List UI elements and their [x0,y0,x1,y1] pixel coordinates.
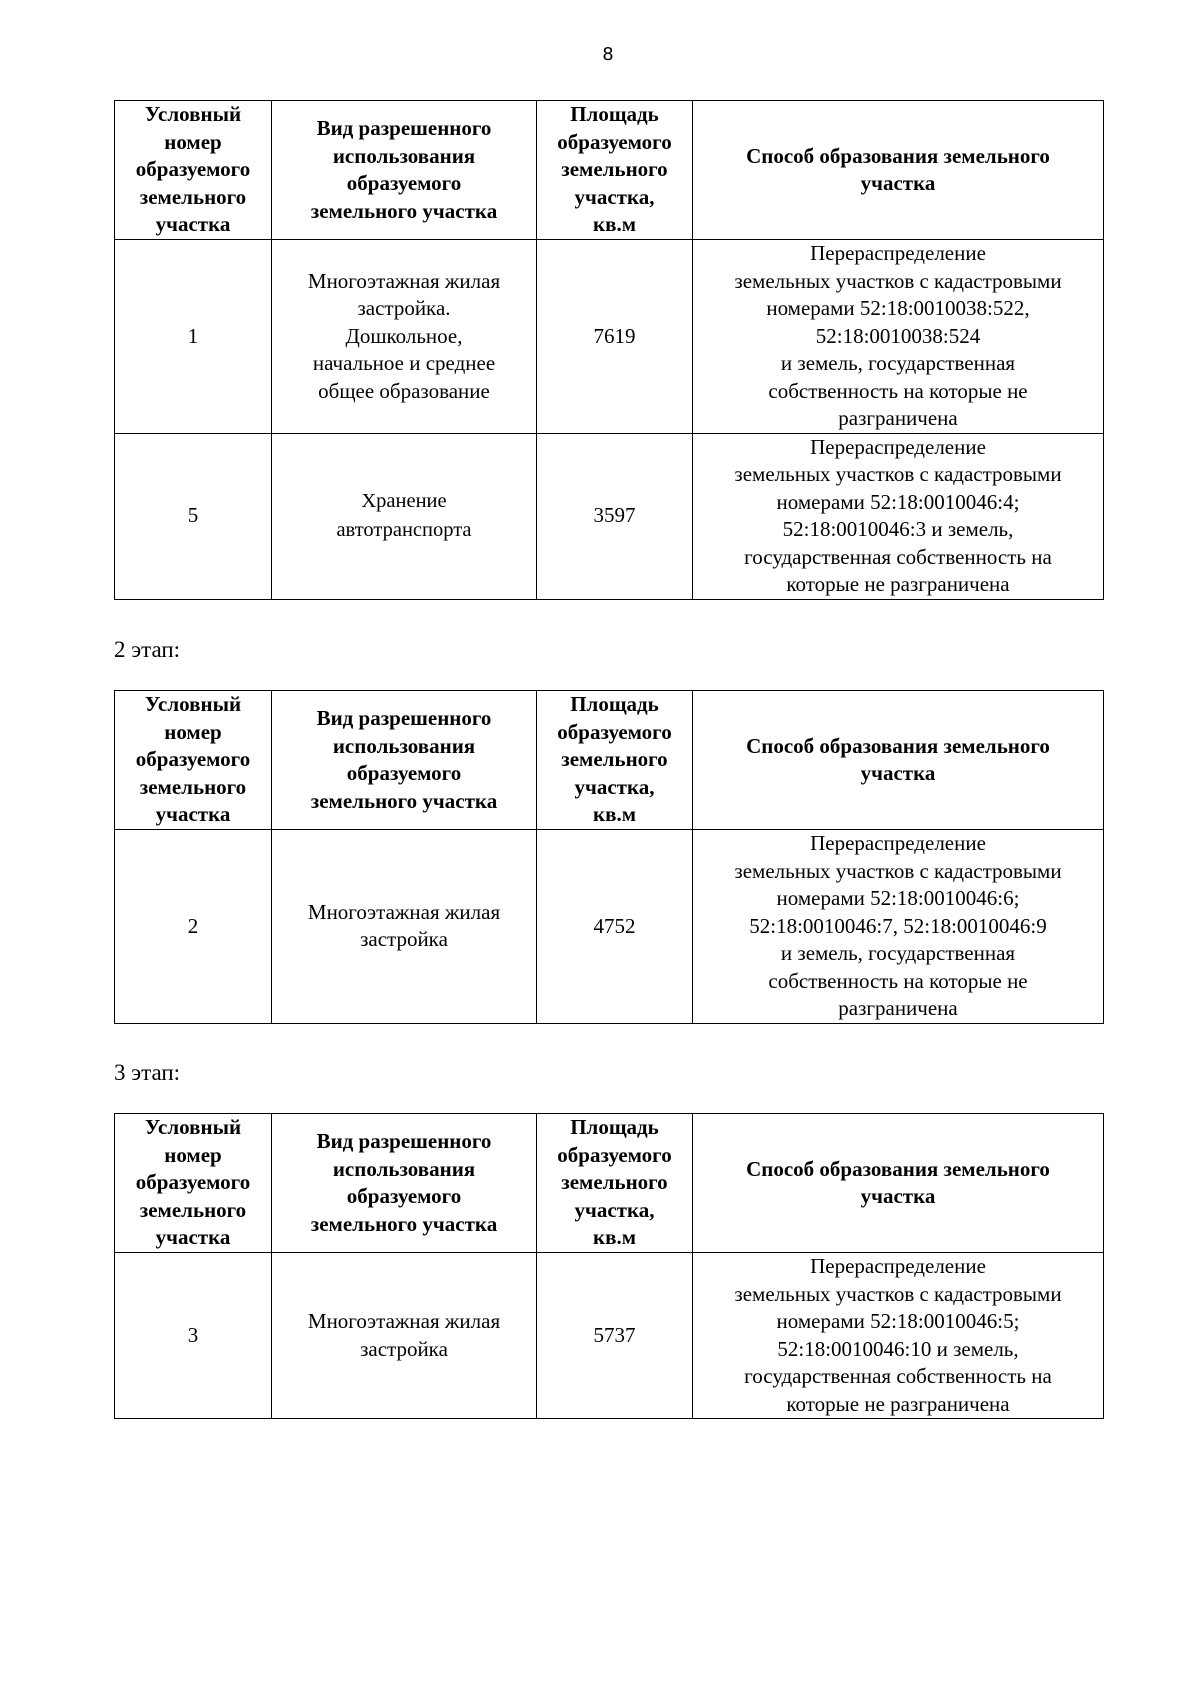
table-header-row [115,1114,1104,1253]
text-line: разграничена [838,996,958,1020]
text-line: земельного [139,774,247,799]
cell-plot-area: 4752 [537,830,693,1024]
text-line: земельных участков с кадастровыми [734,462,1062,486]
header-plot-area [537,101,693,240]
cell-formation-method [693,830,1104,1024]
text-line: кв.м [593,1225,636,1250]
text-line: образуемого [557,1142,672,1167]
text-line: номерами 52:18:0010038:522, [766,296,1030,320]
text-line: застройка [360,927,448,952]
plots-table-stage-3 [114,1113,1104,1419]
header-permitted-use [272,1114,537,1253]
text-line: номерами 52:18:0010046:4; [776,489,1020,514]
page-number: 8 [602,44,614,65]
text-line: земельных участков с кадастровыми [734,268,1062,293]
cell-formation-method [693,433,1104,599]
text-line: Хранение [361,490,447,512]
table-row [115,240,1104,434]
text-line: Условный [144,1115,242,1140]
text-line: Способ образования земельного [746,143,1050,168]
header-plot-area [537,691,693,830]
text-line: Условный [144,692,242,717]
text-line: кв.м [593,802,636,827]
cell-plot-number: 1 [115,240,272,434]
cell-permitted-use [272,830,537,1024]
cell-formation-method [693,1253,1104,1419]
text-line: Многоэтажная жилая [307,899,501,924]
text-line: и земель, государственная [780,351,1016,375]
text-line: Площадь [570,692,659,717]
text-line: Многоэтажная жилая [307,268,501,293]
text-line: земельного [561,1170,668,1195]
text-line: автотранспорта [336,519,472,541]
text-line: использования [332,1156,476,1181]
text-line: 52:18:0010046:3 и земель, [782,517,1014,541]
cell-plot-number: 3 [115,1253,272,1419]
text-line: Вид разрешенного [316,1129,492,1153]
text-line: земельных участков с кадастровыми [734,858,1062,883]
text-line: участка [860,1184,936,1208]
text-line: номер [164,719,222,744]
text-line: участка [860,761,936,785]
cell-plot-area: 3597 [537,433,693,599]
text-line: образуемого [135,1170,251,1195]
text-line: государственная собственность на [744,544,1052,569]
text-line: земельного участка [310,1211,498,1236]
text-line: образуемого [346,761,462,785]
text-line: Площадь [570,102,659,127]
text-line: Многоэтажная жилая [307,1309,501,1333]
text-line: Способ образования земельного [746,1156,1050,1181]
cell-permitted-use [272,433,537,599]
stage-label-3: 3 этап: [114,1060,181,1085]
text-line: которые не разграничена [786,572,1010,596]
table-header-row [115,691,1104,830]
text-line: и земель, государственная [780,941,1016,965]
text-line: номер [164,1142,222,1167]
text-line: участка, [574,774,655,799]
text-line: участка, [574,1197,655,1222]
table-row [115,433,1104,599]
text-line: земельных участков с кадастровыми [734,1281,1062,1306]
text-line: начальное и среднее [312,351,496,375]
text-line: земельного [139,1197,247,1222]
text-line: общее образование [318,378,490,403]
text-line: кв.м [593,212,636,237]
cell-permitted-use [272,1253,537,1419]
text-line: образуемого [346,171,462,195]
cell-formation-method [693,240,1104,434]
text-line: застройка [360,1336,448,1361]
header-permitted-use [272,101,537,240]
cell-plot-area: 5737 [537,1253,693,1419]
text-line: Условный [144,102,242,127]
text-line: образуемого [135,747,251,772]
text-line: земельного [139,184,247,209]
header-formation-method [693,101,1104,240]
cell-plot-area: 7619 [537,240,693,434]
stage-label-2: 2 этап: [114,637,181,662]
text-line: Площадь [570,1115,659,1140]
text-line: Перераспределение [810,831,986,855]
text-line: образуемого [557,129,672,154]
text-line: участка [155,802,231,827]
table-row [115,830,1104,1024]
text-line: образуемого [135,157,251,182]
text-line: использования [332,143,476,168]
text-line: участка [155,1225,231,1250]
text-line: номерами 52:18:0010046:6; [776,886,1020,910]
cell-permitted-use [272,240,537,434]
text-line: которые не разграничена [786,1391,1010,1416]
header-formation-method [693,1114,1104,1253]
text-line: государственная собственность на [744,1364,1052,1388]
plots-table-stage-2 [114,690,1104,1024]
text-line: разграничена [838,406,958,430]
text-line: Способ образования земельного [746,733,1050,758]
text-line: Вид разрешенного [316,116,492,140]
header-plot-number [115,101,272,240]
text-line: собственность на которые не [768,968,1028,993]
text-line: 52:18:0010046:7, 52:18:0010046:9 [749,913,1047,938]
header-plot-number [115,691,272,830]
plots-table-stage-1 [114,100,1104,600]
text-line: участка, [574,184,655,209]
text-line: образуемого [557,719,672,744]
table-header-row [115,101,1104,240]
text-line: Перераспределение [810,241,986,265]
text-line: Перераспределение [810,434,986,459]
text-line: участка [860,171,936,195]
cell-plot-number: 5 [115,433,272,599]
text-line: номерами 52:18:0010046:5; [776,1309,1020,1333]
text-line: Вид разрешенного [316,706,492,730]
cell-plot-number: 2 [115,830,272,1024]
text-line: собственность на которые не [768,378,1028,403]
text-line: 52:18:0010046:10 и земель, [777,1336,1019,1361]
text-line: номер [164,129,222,154]
header-plot-number [115,1114,272,1253]
text-line: земельного участка [310,788,498,813]
text-line: 52:18:0010038:524 [815,323,981,348]
text-line: участка [155,212,231,237]
header-plot-area [537,1114,693,1253]
text-line: земельного участка [310,198,498,223]
text-line: застройка. [357,296,451,320]
text-line: земельного [561,157,668,182]
table-row [115,1253,1104,1419]
text-line: земельного [561,747,668,772]
header-permitted-use [272,691,537,830]
text-line: образуемого [346,1184,462,1208]
text-line: использования [332,733,476,758]
text-line: Дошкольное, [345,323,463,348]
header-formation-method [693,691,1104,830]
text-line: Перераспределение [810,1254,986,1278]
